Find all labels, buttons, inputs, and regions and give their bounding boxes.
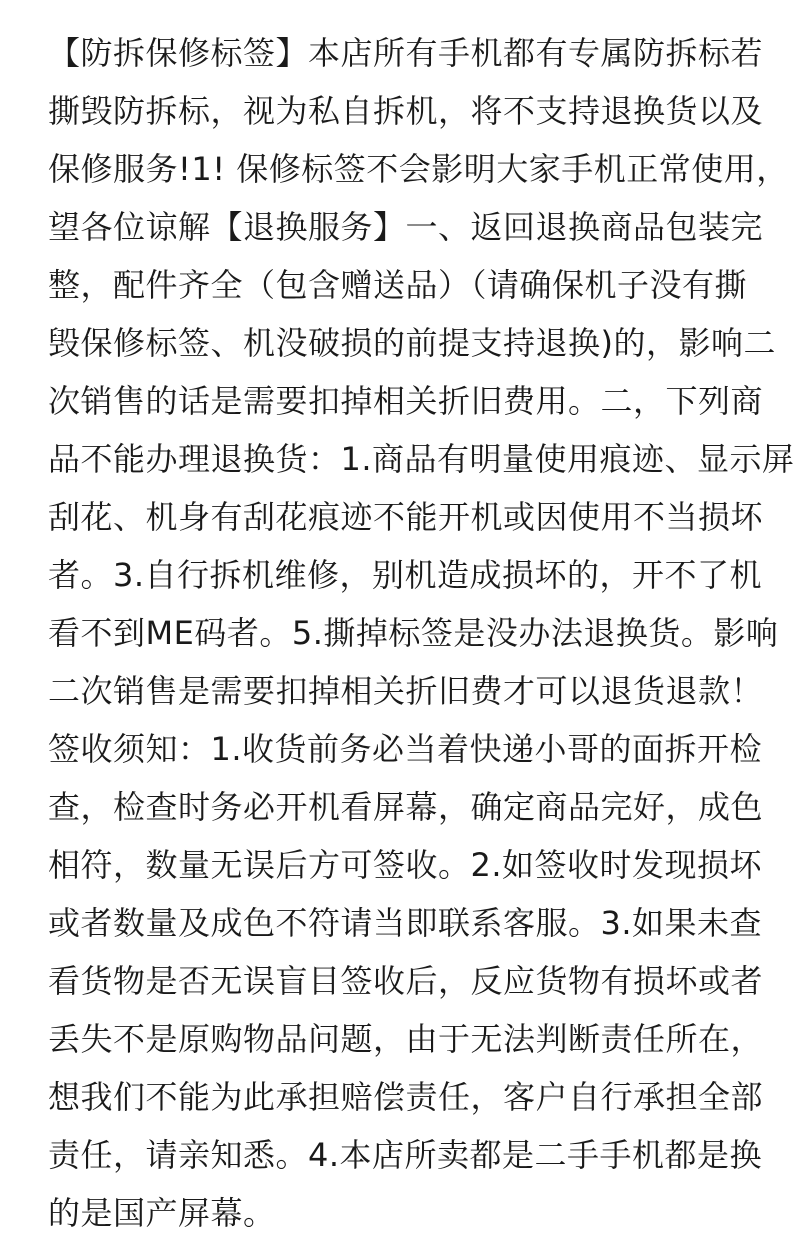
notice-line: 的是国产屏幕。 [48, 1194, 276, 1232]
notice-line: 或者数量及成色不符请当即联系客服。3.如果未查 [48, 904, 763, 942]
notice-line: 撕毁防拆标，视为私自拆机，将不支持退换货以及 [48, 92, 764, 130]
notice-line: 看不到ME码者。5.撕掉标签是没办法退换货。影响 [48, 614, 779, 652]
notice-line: 保修服务!1! 保修标签不会影明大家手机正常使用， [48, 150, 789, 188]
notice-line: 二次销售是需要扣掉相关折旧费才可以退货退款！ [48, 672, 764, 710]
notice-line: 查，检查时务必开机看屏幕，确定商品完好，成色 [48, 788, 764, 826]
notice-line: 相符，数量无误后方可签收。2.如签收时发现损坏 [48, 846, 763, 884]
notice-line: 丢失不是原购物品问题，由于无法判断责任所在， [48, 1020, 764, 1058]
notice-line: 签收须知：1.收货前务必当着快递小哥的面拆开检 [48, 730, 763, 768]
notice-line: 刮花、机身有刮花痕迹不能开机或因使用不当损坏 [48, 498, 764, 536]
notice-line: 望各位谅解【退换服务】一、返回退换商品包装完 [48, 208, 764, 246]
notice-line: 【防拆保修标签】本店所有手机都有专属防拆标若 [48, 34, 764, 72]
notice-line: 责任，请亲知悉。4.本店所卖都是二手手机都是换 [48, 1136, 763, 1174]
store-policy-notice [48, 24, 795, 1242]
notice-line: 次销售的话是需要扣掉相关折旧费用。二，下列商 [48, 382, 764, 420]
notice-line: 者。3.自行拆机维修，别机造成损坏的，开不了机 [48, 556, 763, 594]
notice-line: 毁保修标签、机没破损的前提支持退换)的，影响二 [48, 324, 776, 362]
notice-line: 品不能办理退换货：1.商品有明量使用痕迹、显示屏 [48, 440, 795, 478]
notice-line: 想我们不能为此承担赔偿责任，客户自行承担全部 [48, 1078, 764, 1116]
notice-line: 整，配件齐全（包含赠送品）（请确保机子没有撕 [48, 266, 748, 304]
notice-line: 看货物是否无误盲目签收后，反应货物有损坏或者 [48, 962, 764, 1000]
